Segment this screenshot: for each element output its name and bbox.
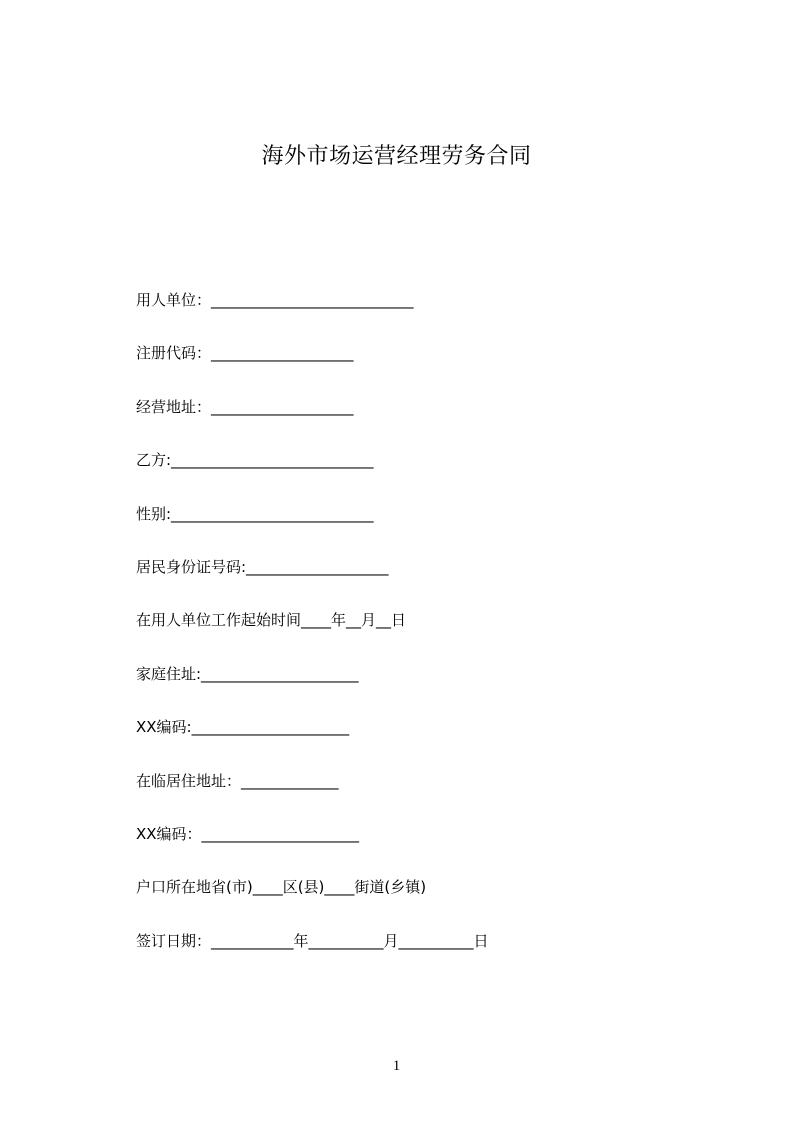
postal-code-field: XX编码:_____________________ — [136, 718, 350, 736]
id-number-field: 居民身份证号码:___________________ — [136, 558, 389, 576]
employer-field: 用人单位：___________________________ — [136, 291, 414, 309]
work-start-date-field: 在用人单位工作起始时间____年__月__日 — [136, 611, 407, 629]
party-b-field: 乙方:___________________________ — [136, 451, 374, 469]
temporary-address-field: 在临居住地址：_____________ — [136, 772, 339, 790]
signing-date-field: 签订日期：___________年__________月__________日 — [136, 932, 489, 950]
gender-field: 性别:___________________________ — [136, 505, 374, 523]
household-registration-field: 户口所在地省(市)____区(县)____街道(乡镇) — [136, 878, 427, 896]
home-address-field: 家庭住址:_____________________ — [136, 665, 359, 683]
document-title: 海外市场运营经理劳务合同 — [261, 144, 532, 169]
business-address-field: 经营地址：___________________ — [136, 398, 354, 416]
registration-code-field: 注册代码：___________________ — [136, 344, 354, 362]
postal-code-field-2: XX编码：_____________________ — [136, 825, 360, 843]
page-number: 1 — [392, 1058, 401, 1074]
